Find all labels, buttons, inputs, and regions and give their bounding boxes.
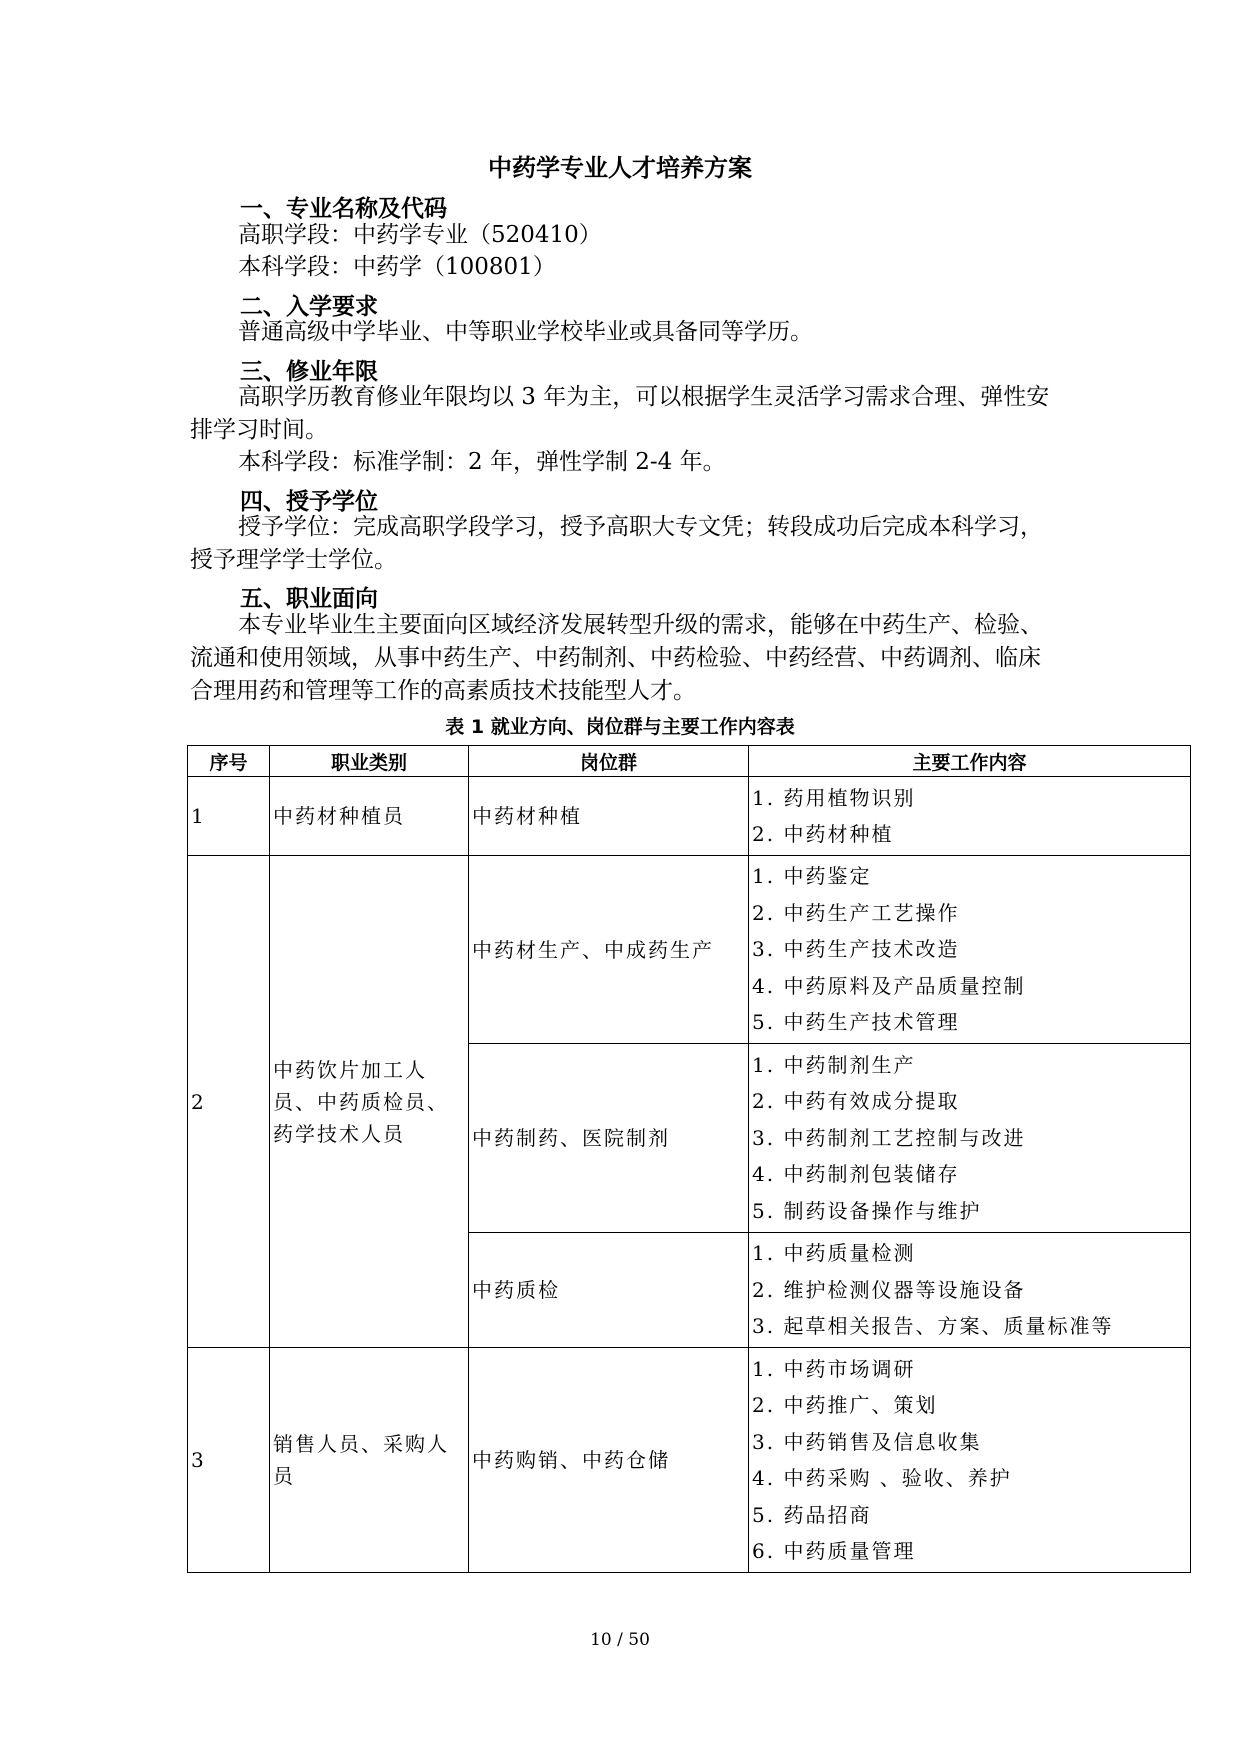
- content-item: 2. 维护检测仪器等设施设备: [752, 1277, 1026, 1302]
- content-item: 5. 中药生产技术管理: [752, 1010, 960, 1035]
- header-group: 岗位群: [469, 746, 749, 777]
- header-no: 序号: [188, 746, 270, 777]
- content-item: 1. 中药质量检测: [752, 1241, 916, 1266]
- content-item: 2. 中药生产工艺操作: [752, 900, 960, 925]
- cell-category: 销售人员、采购人员: [270, 1348, 469, 1573]
- content-item: 2. 中药有效成分提取: [752, 1089, 960, 1114]
- content-item: 3. 中药制剂工艺控制与改进: [752, 1125, 1026, 1150]
- section-heading: 一、专业名称及代码: [240, 196, 447, 222]
- content-item: 1. 中药鉴定: [752, 864, 872, 889]
- cell-content: [749, 1044, 1191, 1233]
- section-paragraph: 本科学段：中药学（100801）: [238, 254, 556, 280]
- content-item: 4. 中药原料及产品质量控制: [752, 973, 1026, 998]
- section-heading: 二、入学要求: [240, 293, 378, 320]
- cell-no: 1: [188, 777, 270, 856]
- section-heading: 四、授予学位: [240, 488, 378, 515]
- content-item: 1. 中药市场调研: [752, 1356, 916, 1381]
- cell-group: 中药质检: [469, 1233, 749, 1348]
- content-item: 1. 中药制剂生产: [752, 1052, 916, 1077]
- section-paragraph: 普通高级中学毕业、中等职业学校毕业或具备同等学历。: [238, 319, 813, 345]
- cell-group: 中药材生产、中成药生产: [469, 856, 749, 1044]
- table-row: [188, 777, 1191, 856]
- cell-content: [749, 777, 1191, 856]
- content-item: 6. 中药质量管理: [752, 1539, 916, 1563]
- cell-content: [749, 856, 1191, 1044]
- table-header-row: [188, 746, 1191, 777]
- content-item: 2. 中药材种植: [752, 822, 894, 846]
- content-item: 3. 起草相关报告、方案、质量标准等: [752, 1314, 1114, 1339]
- cell-content: [749, 1348, 1191, 1573]
- content-item: 2. 中药推广、策划: [752, 1393, 938, 1417]
- page-number: 10 / 50: [590, 1630, 650, 1650]
- content-item: 5. 制药设备操作与维护: [752, 1198, 982, 1223]
- section-paragraph: 本科学段：标准学制：2 年，弹性学制 2-4 年。: [238, 449, 726, 475]
- content-item: 5. 药品招商: [752, 1502, 872, 1527]
- section-paragraph: 本专业毕业生主要面向区域经济发展转型升级的需求，能够在中药生产、检验、流通和使用领域，从事中药生产、中药制剂、中药检验、中药经营、中药调剂、临床合理用药和管理等工作的高素质技术技能型人才。: [190, 611, 1043, 704]
- cell-content: [749, 1233, 1191, 1348]
- employment-table: [187, 745, 1191, 1573]
- document-title: 中药学专业人才培养方案: [488, 154, 752, 182]
- content-item: 4. 中药采购 、验收、养护: [752, 1466, 1012, 1490]
- cell-group: 中药材种植: [469, 777, 749, 856]
- table-row: [188, 1348, 1191, 1573]
- cell-no: 2: [188, 856, 270, 1348]
- header-category: 职业类别: [270, 746, 469, 777]
- header-content: 主要工作内容: [749, 746, 1191, 777]
- cell-group: 中药购销、中药仓储: [469, 1348, 749, 1573]
- content-item: 3. 中药生产技术改造: [752, 937, 960, 962]
- section-heading: 五、职业面向: [240, 586, 378, 612]
- cell-category: 中药材种植员: [270, 777, 469, 856]
- cell-no: 3: [188, 1348, 270, 1573]
- cell-category: 中药饮片加工人员、中药质检员、药学技术人员: [270, 856, 469, 1348]
- table-row: [188, 856, 1191, 1044]
- section-paragraph: 高职学历教育修业年限均以 3 年为主，可以根据学生灵活学习需求合理、弹性安排学习时间。: [190, 384, 1050, 443]
- table-caption: 表 1 就业方向、岗位群与主要工作内容表: [445, 716, 795, 738]
- content-item: 4. 中药制剂包装储存: [752, 1162, 960, 1187]
- cell-group: 中药制药、医院制剂: [469, 1044, 749, 1233]
- content-item: 3. 中药销售及信息收集: [752, 1429, 982, 1454]
- section-paragraph: 授予学位：完成高职学段学习，授予高职大专文凭；转段成功后完成本科学习，授予理学学士学位。: [190, 514, 1043, 573]
- section-heading: 三、修业年限: [240, 358, 378, 385]
- content-item: 1. 药用植物识别: [752, 785, 916, 810]
- section-paragraph: 高职学段：中药学专业（520410）: [238, 221, 602, 248]
